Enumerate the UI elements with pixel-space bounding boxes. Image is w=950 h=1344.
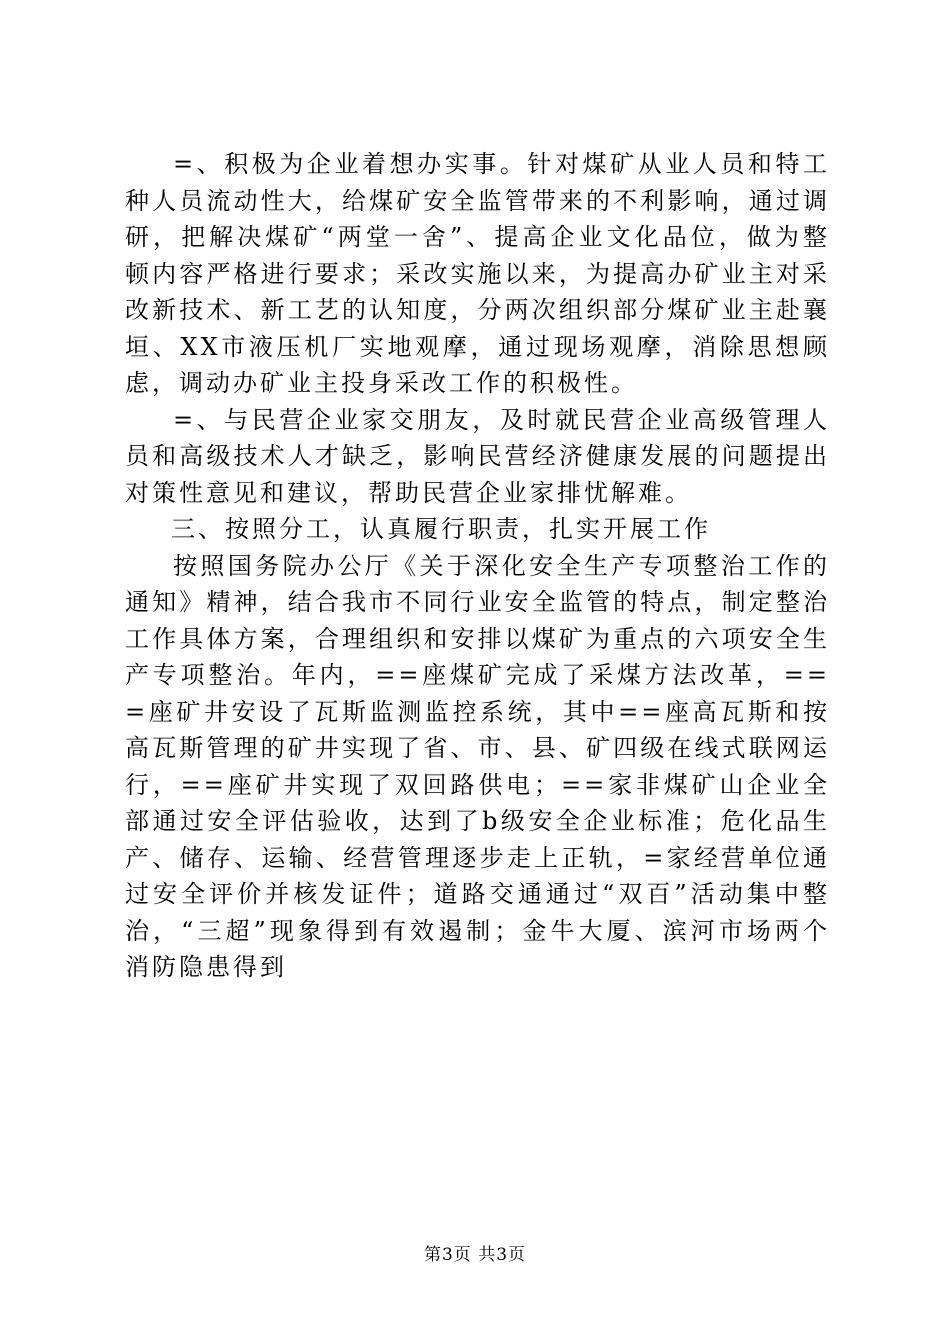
page-footer: 第3页 共3页 <box>423 1245 527 1265</box>
paragraph-section-3: 按照国务院办公厅《关于深化安全生产专项整治工作的通知》精神，结合我市不同行业安全监管的特点，制定整治工作具体方案，合理组织和安排以煤矿为重点的六项安全生产专项整治。年内，==座煤矿完成了采煤方法改革，===座矿井安设了瓦斯监测监控系统，其中==座高瓦斯和按高瓦斯管理的矿井实现了省、市、县、矿四级在线式联网运行，==座矿井实现了双回路供电；==家非煤矿山企业全部通过安全评估验收，达到了b级安全企业标准；危化品生产、储存、运输、经营管理逐步走上正轨，=家经营单位通过安全评价并核发证件；道路交通通过“双百”活动集中整治，“三超”现象得到有效遏制；金牛大厦、滨河市场两个消防隐患得到 <box>125 551 830 981</box>
document-body <box>125 146 830 986</box>
section-heading: 三、按照分工，认真履行职责，扎实开展工作 <box>171 515 711 543</box>
paragraph-3: =、与民营企业家交朋友，及时就民营企业高级管理人员和高级技术人才缺乏，影响民营经济健康发展的问题提出对策性意见和建议，帮助民营企业家排忧解难。 <box>125 405 830 507</box>
paragraph-2: =、积极为企业着想办实事。针对煤矿从业人员和特工种人员流动性大，给煤矿安全监管带来的不利影响，通过调研，把解决煤矿“两堂一舍”、提高企业文化品位，做为整顿内容严格进行要求；采改实施以来，为提高办矿业主对采改新技术、新工艺的认知度，分两次组织部分煤矿业主赴襄垣、XX市液压机厂实地观摩，通过现场观摩，消除思想顾虑，调动办矿业主投身采改工作的积极性。 <box>125 150 830 397</box>
